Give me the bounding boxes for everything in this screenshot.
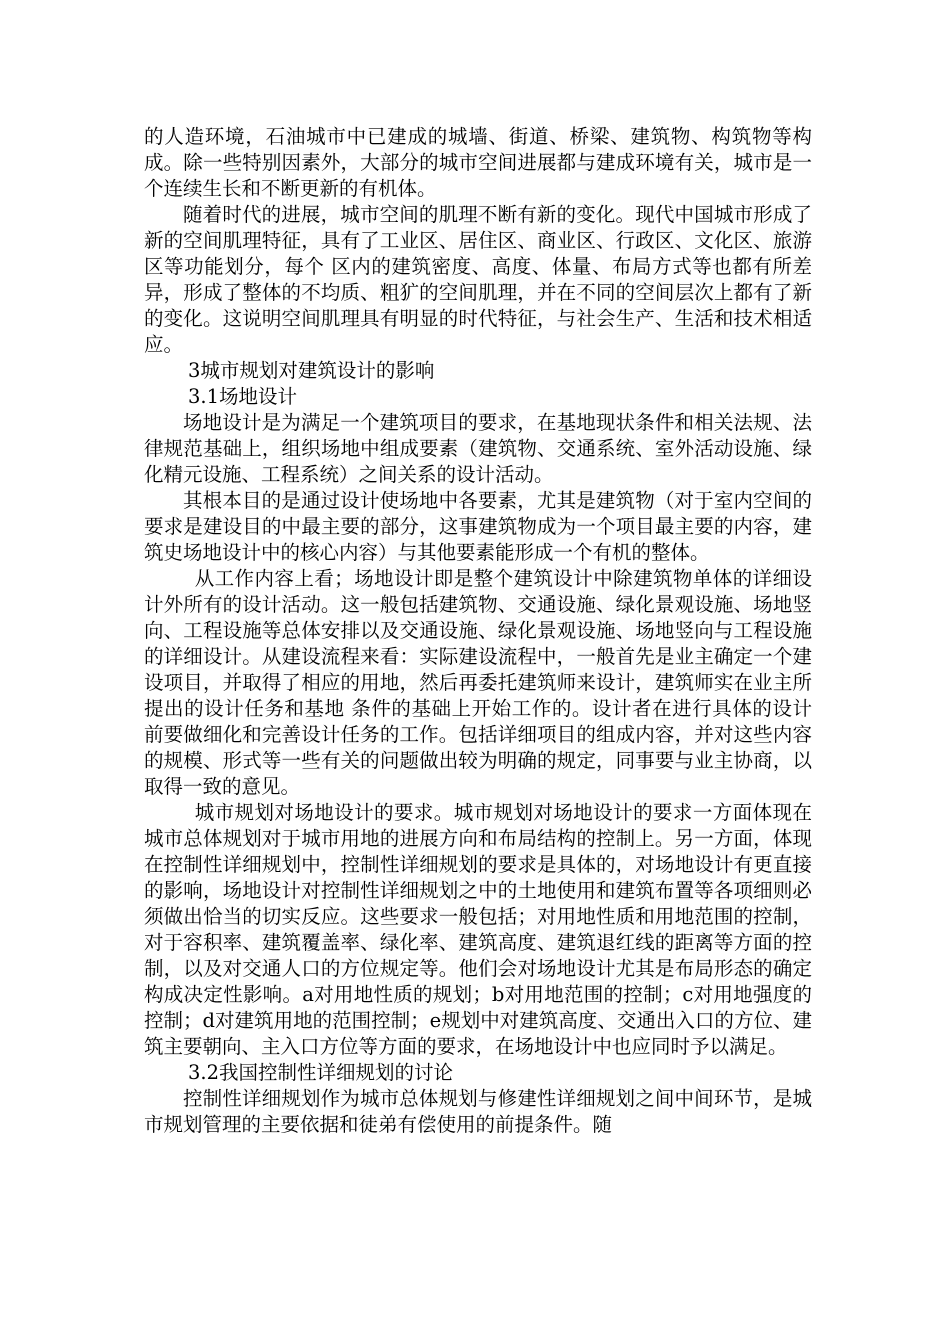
paragraph-7: 控制性详细规划作为城市总体规划与修建性详细规划之间中间环节，是城市规划管理的主要依据和徒弟有偿使用的前提条件。随 — [144, 1087, 812, 1136]
paragraph-6: 城市规划对场地设计的要求。城市规划对场地设计的要求一方面体现在城市总体规划对于城市用地的进展方向和布局结构的控制上。另一方面，体现在控制性详细规划中，控制性详细规划的要求是具体的，对场地设计有更直接的影响，场地设计对控制性详细规划之中的土地使用和建筑布置等各项细则必须做出恰当的切实反应。这些要求一般包括；对用地性质和用地范围的控制，对于容积率、建筑覆盖率、绿化率、建筑高度、建筑退红线的距离等方面的控制，以及对交通人口的方位规定等。他们会对场地设计尤其是布局形态的确定构成决定性影响。a对用地性质的规划；b对用地范围的控制；c对用地强度的控制；d对建筑用地的范围控制；e规划中对建筑高度、交通出入口的方位、建筑主要朝向、主入口方位等方面的要求，在场地设计中也应同时予以满足。 — [144, 801, 812, 1058]
subsection-heading-3-1: 3.1场地设计 — [188, 385, 298, 408]
document-page — [144, 124, 812, 1138]
paragraph-3: 场地设计是为满足一个建筑项目的要求，在基地现状条件和相关法规、法律规范基础上，组织场地中组成要素（建筑物、交通系统、室外活动设施、绿化精元设施、工程系统）之间关系的设计活动。 — [144, 411, 812, 486]
paragraph-1: 的人造环境，石油城市中已建成的城墙、街道、桥梁、建筑物、构筑物等构成。除一些特别因素外，大部分的城市空间进展都与建成环境有关，城市是一个连续生长和不断更新的有机体。 — [144, 125, 812, 200]
paragraph-5: 从工作内容上看；场地设计即是整个建筑设计中除建筑物单体的详细设计外所有的设计活动。这一般包括建筑物、交通设施、绿化景观设施、场地竖向、工程设施等总体安排以及交通设施、绿化景观设施、场地竖向与工程设施的详细设计。从建设流程来看：实际建设流程中，一般首先是业主确定一个建设项目，并取得了相应的用地，然后再委托建筑师来设计，建筑师实在业主所提出的设计任务和基地 条件的基础上开始工作的。设计者在进行具体的设计前要做细化和完善设计任务的工作。包括详细项目的组成内容，并对这些内容的规模、形式等一些有关的问题做出较为明确的规定，同事要与业主协商，以取得一致的意见。 — [144, 567, 812, 798]
paragraph-2: 随着时代的进展，城市空间的肌理不断有新的变化。现代中国城市形成了新的空间肌理特征，具有了工业区、居住区、商业区、行政区、文化区、旅游区等功能划分，每个 区内的建筑密度、高度、体量、布局方式等也都有所差异，形成了整体的不均质、粗犷的空间肌理，并在不同的空间层次上都有了新的变化。这说明空间肌理具有明显的时代特征，与社会生产、生活和技术相适应。 — [144, 203, 812, 356]
subsection-heading-3-2: 3.2我国控制性详细规划的讨论 — [188, 1061, 454, 1084]
paragraph-4: 其根本目的是通过设计使场地中各要素，尤其是建筑物（对于室内空间的要求是建设目的中最主要的部分，这事建筑物成为一个项目最主要的内容，建筑史场地设计中的核心内容）与其他要素能形成一个有机的整体。 — [144, 489, 812, 564]
section-heading-3: 3城市规划对建筑设计的影响 — [188, 359, 435, 382]
